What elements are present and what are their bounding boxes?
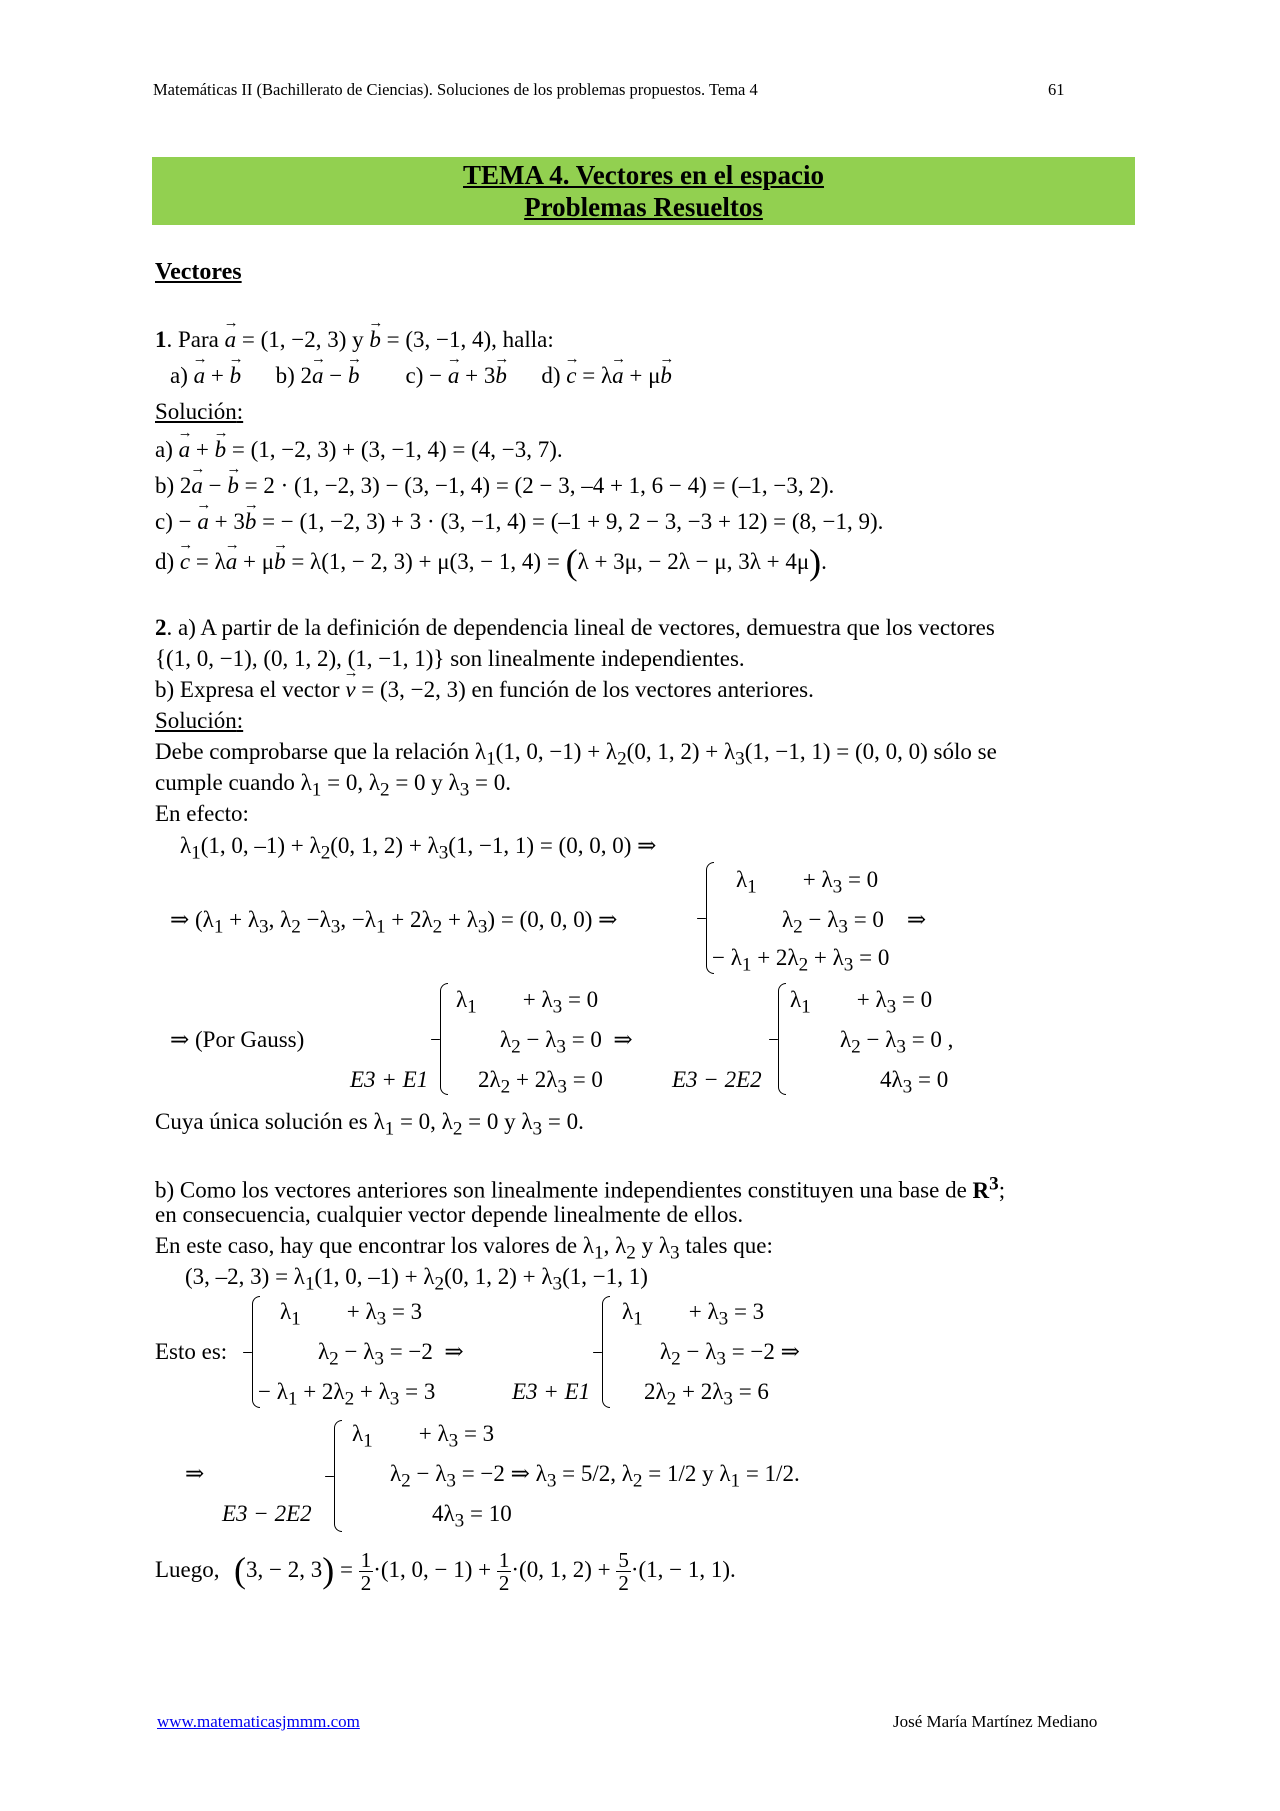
page-number: 61: [1048, 80, 1065, 99]
sys-c-eq3: $4\lambda_3 = 0$: [880, 1067, 949, 1098]
sys-f-op: E3 − 2E2: [222, 1501, 312, 1526]
sys-e-eq2: $\lambda_2 - \lambda_3 = -2$ ⇒: [660, 1339, 800, 1370]
p2-intro-2: {(1, 0, −1), (0, 1, 2), (1, −1, 1)} son linealmente independientes.: [155, 646, 745, 671]
implies-arrow: ⇒: [185, 1461, 205, 1486]
esto-es-label: Esto es:: [155, 1339, 228, 1364]
brace-system-f: [334, 1420, 342, 1532]
p2-solution-label: Solución:: [155, 708, 244, 733]
p2-intro-1: 2. a) A partir de la definición de dependencia lineal de vectores, demuestra que los vectores: [155, 615, 995, 640]
p2-b-line2: en consecuencia, cualquier vector depende linealmente de ellos.: [155, 1202, 744, 1227]
p1-sol-a: a) → a + → b = (1, −2, 3) + (3, −1, 4) = (4, −3, 7).: [155, 436, 563, 464]
sys-a-eq1: $\lambda_1$ + $\lambda_3 = 0$: [736, 867, 879, 898]
p1-sol-d: d) → c = λ→ a + μ→ b = λ(1, − 2, 3) + μ(3, − 1, 4) = (λ + 3μ, − 2λ − μ, 3λ + 4μ).: [155, 548, 827, 576]
sys-b-eq3: $2\lambda_2 + 2\lambda_3 = 0$: [478, 1067, 603, 1098]
title-banner: [152, 157, 1135, 225]
sys-f-eq3: $4\lambda_3 = 10$: [432, 1501, 512, 1532]
brace-system-c: [778, 983, 786, 1095]
p2-sol-line1: Debe comprobarse que la relación $\lambda_1(1$, 0, $-1) + \lambda_2(0$, 1, $2) + \lambda_3(1$, −1, 1) = (0, 0, 0) sólo se: [155, 739, 997, 770]
footer-url-link[interactable]: www.matematicasjmmm.com: [157, 1712, 360, 1731]
p2-sol-line2: cumple cuando $\lambda_1 = 0$, $\lambda_2 = 0$ y $\lambda_3 = 0$.: [155, 770, 511, 801]
gauss-label: ⇒ (Por Gauss): [170, 1027, 305, 1052]
p1-sol-c: c) − → a + 3→ b = − (1, −2, 3) + 3 · (3, −1, 4) = (–1 + 9, 2 − 3, −3 + 12) = (8, −1, 9).: [155, 508, 883, 536]
p2-sol-line5: ⇒ ($\lambda_1 + \lambda_3$, $\lambda_2 -\lambda_3$, $-\lambda_1 + 2\lambda_2 + \lambda_3) = (0$, 0, 0) ⇒: [170, 907, 618, 938]
sys-d-eq1: $\lambda_1$ + $\lambda_3 = 3$: [280, 1299, 423, 1330]
section-heading: Vectores: [155, 259, 242, 285]
final-equation: (3, − 2, 3) = $\frac{1}{2}$ ·(1, 0, − 1) + $\frac{1}{2}$ ·(0, 1, 2) + $\frac{5}{2}$ ·(1, − 1, 1).: [234, 1548, 736, 1596]
sys-b-eq1: $\lambda_1$ + $\lambda_3 = 0$: [456, 987, 599, 1018]
sys-d-eq2: $\lambda_2 - \lambda_3 = -2$ ⇒: [318, 1339, 464, 1370]
brace-system-e: [602, 1296, 610, 1408]
footer-author: José María Martínez Mediano: [893, 1712, 1098, 1731]
p2-intro-3: b) Expresa el vector → v = (3, −2, 3) en función de los vectores anteriores.: [155, 676, 814, 704]
p1-intro: 1. Para → a = (1, −2, 3) y → b = (3, −1, 4), halla:: [155, 326, 554, 354]
p2-b-line1: b) Como los vectores anteriores son linealmente independientes constituyen una base de $R^3$;: [155, 1173, 1006, 1203]
banner-title: TEMA 4. Vectores en el espacio: [463, 160, 824, 190]
sys-d-eq3: − $\lambda_1 + 2\lambda_2 + \lambda_3 = 3$: [258, 1379, 436, 1410]
sys-c-eq2: $\lambda_2 - \lambda_3 = 0$ ,: [840, 1027, 954, 1058]
p1-sol-b: b) 2→ a − → b = 2 · (1, −2, 3) − (3, −1, 4) = (2 − 3, –4 + 1, 6 − 4) = (–1, −3, 2).: [155, 472, 834, 500]
p2-b-line4: (3, –2, $3) = \lambda_1(1$, 0, $-1) + \lambda_2(0$, 1, $2) + \lambda_3(1$, −1, 1): [185, 1264, 648, 1295]
p2-sol-line3: En efecto:: [155, 801, 249, 826]
sys-e-op: E3 + E1: [512, 1379, 591, 1404]
running-header: Matemáticas II (Bachillerato de Ciencias). Soluciones de los problemas propuestos. Tema 4: [153, 80, 758, 99]
sys-e-eq1: $\lambda_1$ + $\lambda_3 = 3$: [622, 1299, 765, 1330]
banner-subtitle: Problemas Resueltos: [524, 192, 763, 222]
sys-c-eq1: $\lambda_1$ + $\lambda_3 = 0$: [790, 987, 933, 1018]
sys-c-op: E3 − 2E2: [672, 1067, 762, 1092]
sys-b-eq2: $\lambda_2 - \lambda_3 = 0$ ⇒: [500, 1027, 633, 1058]
sys-b-op: E3 + E1: [350, 1067, 429, 1092]
sys-a-eq3: − $\lambda_1 + 2\lambda_2 + \lambda_3 = 0$: [712, 945, 890, 976]
luego-label: Luego,: [155, 1557, 220, 1582]
p1-parts: a) → a + → b b) 2→ a − → b c) − → a + 3→ b d) → c = λ→ a + μ→ b: [170, 362, 672, 390]
p2-sol-line6: Cuya única solución es $\lambda_1 = 0$, $\lambda_2 = 0$ y $\lambda_3 = 0$.: [155, 1109, 584, 1140]
p2-sol-line4: $\lambda_1(1$, 0, $-1) + \lambda_2(0$, 1, $2) + \lambda_3(1$, −1, 1) = (0, 0, 0) ⇒: [180, 833, 657, 864]
sys-e-eq3: $2\lambda_2 + 2\lambda_3 = 6$: [644, 1379, 769, 1410]
p1-solution-label: Solución:: [155, 399, 244, 424]
sys-a-eq2: $\lambda_2 - \lambda_3 = 0$ ⇒: [782, 907, 927, 938]
p2-b-line3: En este caso, hay que encontrar los valores de $\lambda_1$, $\lambda_2$ y $\lambda_3$ tales que:: [155, 1233, 773, 1264]
sys-f-eq2: $\lambda_2 - \lambda_3 = -2$ ⇒ $\lambda_3 = 5/2$, $\lambda_2 = 1/2$ y $\lambda_1 = 1/2$.: [390, 1461, 800, 1492]
brace-system-b: [440, 983, 448, 1095]
sys-f-eq1: $\lambda_1$ + $\lambda_3 = 3$: [352, 1421, 495, 1452]
